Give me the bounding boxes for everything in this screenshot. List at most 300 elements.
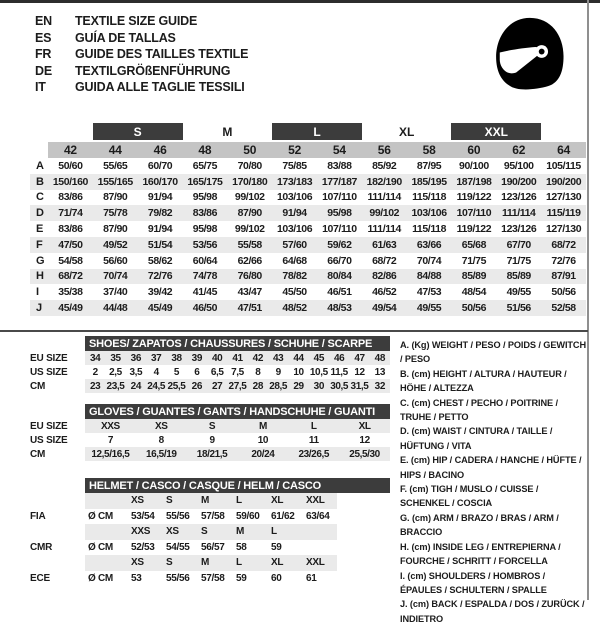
empty-cell [302,524,337,540]
measurement-value: 95/98 [192,191,218,204]
gloves-cells [85,433,390,447]
measurement-row-h [30,269,586,285]
measurement-value: 123/126 [501,191,537,204]
unit-label: Ø CM [88,541,113,553]
measurement-value: 75/78 [103,207,128,220]
measurement-value: 87/90 [103,191,128,204]
legend-item: I. (cm) SHOULDERS / HOMBROS / ÉPAULES / SCHULTERN / SPALLE [400,570,547,595]
measurement-value: 48/53 [327,302,352,315]
cell-value: 29 [293,380,304,392]
row-letter: C [36,191,44,204]
language-code: DE [35,63,52,78]
cell-value: 26 [191,380,202,392]
measurement-value: 72/76 [551,254,576,267]
gloves-row [30,433,390,447]
language-row [35,30,248,47]
measurement-value: 170/180 [232,175,268,188]
measurement-value: 95/98 [327,207,352,220]
helmet-value-cells [85,509,337,525]
measurement-value: 65/68 [461,238,487,251]
measurement-value: 87/90 [237,207,262,220]
cell-value: 30 [313,380,324,392]
size-label: XS [131,495,144,507]
size-label: XS [166,526,179,538]
row-letter: E [36,223,43,236]
measurement-value: 58/62 [147,254,173,267]
measurement-value: 71/75 [461,254,487,267]
cell-value: 38 [171,352,182,364]
measurement-value: 83/86 [58,191,83,204]
size-group-xxl: XXL [451,123,541,140]
size-label: XS [131,557,144,569]
measurement-value: 48/52 [282,302,307,315]
measurement-value: 90/100 [459,159,489,172]
cell-value: 31,5 [350,380,369,392]
measurement-value: 85/89 [506,270,531,283]
measurement-value: 91/94 [282,207,307,220]
language-row [35,79,248,96]
gloves-cells [85,419,390,433]
cell-value: 52/53 [131,541,155,553]
cell-value: 12 [354,366,365,378]
measurement-value: 71/75 [506,254,531,267]
size-label: 60 [451,142,496,158]
measurement-value: 103/106 [411,207,447,220]
measurement-value: 70/80 [237,159,262,172]
cell-value: 36 [130,352,141,364]
measurement-value: 49/55 [416,302,442,315]
measurement-value: 47/50 [58,238,83,251]
measurement-value: 52/58 [551,302,576,315]
helmet-size-row [30,555,390,571]
measurement-value: 60/70 [147,159,173,172]
measurement-value: 82/86 [372,270,397,283]
size-label: M [201,495,210,507]
language-row [35,13,248,30]
measurement-value: 74/78 [192,270,218,283]
measurement-value: 47/53 [416,286,442,299]
cell-value: 43 [273,352,284,364]
measurement-value: 76/80 [237,270,262,283]
measurement-value: 123/126 [501,223,537,236]
measurement-value: 187/198 [456,175,492,188]
measurement-value: 190/200 [545,175,582,188]
cell-value: 35 [110,352,121,364]
cell-value: 59/60 [236,510,260,522]
measurement-value: 64/68 [282,254,307,267]
measurement-value: 83/88 [327,159,352,172]
size-number-row [30,142,586,158]
measurement-value: 50/56 [461,302,487,315]
helmet-icon [487,8,569,106]
shoes-table [30,336,390,393]
measurement-value: 46/50 [192,302,218,315]
row-label: US SIZE [30,434,68,446]
cell-value: 27,5 [228,380,247,392]
cell-value: 30,5 [330,380,349,392]
helmet-size-cells [85,524,337,540]
unit-label: Ø CM [88,572,113,584]
shoes-header-row [30,336,390,351]
corner-cell [30,142,48,158]
measurement-value: 165/175 [187,175,223,188]
shoes-cells [85,365,390,379]
measurement-value: 115/118 [412,223,447,236]
cell-value: 48 [374,352,385,364]
cell-value: 28 [252,380,263,392]
language-code: IT [35,80,46,95]
measurement-value: 103/106 [276,223,313,236]
guide-title: TEXTILE SIZE GUIDE [75,14,198,28]
measurement-value: 119/122 [456,223,492,236]
legend-item: D. (cm) WAIST / CINTURA / TAILLE / HÜFTUNG / VITA [400,426,553,451]
measurement-value: 70/74 [103,270,128,283]
cell-value: 23/26,5 [298,448,330,460]
guide-title: GUIDA ALLE TAGLIE TESSILI [75,80,245,95]
size-group-m: M [222,124,233,139]
measurement-value: 51/56 [506,302,531,315]
measurement-value: 87/95 [416,159,442,172]
legend-item: G. (cm) ARM / BRAZO / BRAS / ARM / BRACCIO [400,512,559,538]
measurement-value: 190/200 [501,175,537,188]
guide-title: TEXTILGRÖßENFÜHRUNG [75,63,231,78]
measurement-value: 72/76 [147,270,173,283]
cell-value: 41 [232,352,243,364]
cell-value: 44 [293,352,304,364]
measurement-value: 51/54 [147,238,173,251]
empty-cell [302,540,337,556]
language-code: EN [35,14,52,28]
cell-value: 12,5/16,5 [91,448,130,460]
cell-value: 59 [271,541,282,553]
cell-value: M [258,420,267,432]
measurement-value: 111/114 [367,191,401,204]
row-label [30,404,85,419]
size-label: 44 [93,142,138,158]
measurement-value: 66/70 [327,254,352,267]
row-letter: B [36,175,44,188]
measurement-value: 41/45 [192,286,218,299]
cell-value: 25,5/30 [349,448,380,460]
row-letter: D [36,207,44,220]
cell-value: 54/55 [166,541,190,553]
measurement-value: 62/66 [237,254,262,267]
measurement-value: 75/85 [282,159,307,172]
legend-item: H. (cm) INSIDE LEG / ENTREPIERNA / FOURCHE / SCHRITT / FORCELLA [400,541,561,567]
measurement-value: 78/82 [282,270,307,283]
cell-value: 11 [308,434,319,446]
cell-value: 24,5 [147,380,166,392]
cell-value: 28,5 [269,380,288,392]
measurement-value: 111/114 [502,207,536,220]
row-letter: H [36,270,44,283]
measurement-value: 127/130 [545,223,582,236]
unit-cell [85,555,127,571]
size-group-s: S [93,123,183,140]
size-label: S [166,495,173,507]
measurement-value: 71/74 [58,207,83,220]
measurement-value: 107/110 [456,207,492,220]
measurement-value: 54/58 [58,254,83,267]
measurement-value: 43/47 [237,286,262,299]
language-code: FR [35,47,52,62]
measurement-value: 60/64 [192,254,218,267]
measurement-value: 107/110 [322,223,357,236]
row-label [30,524,85,540]
measurement-value: 95/98 [192,223,218,236]
standard-label: ECE [30,572,50,584]
row-letter: J [36,302,42,315]
measurement-value: 111/114 [367,223,401,236]
cell-value: 8 [255,366,261,378]
shoes-row [30,379,390,393]
cell-value: 61/62 [271,510,295,522]
measurement-value: 49/55 [506,286,531,299]
measurement-value: 79/82 [147,207,173,220]
measurement-value: 35/38 [58,286,83,299]
measurement-value: 46/52 [372,286,397,299]
cell-value: 7 [107,434,113,446]
gloves-row [30,447,390,461]
cell-value: 63/64 [306,510,330,522]
cell-value: 9 [275,366,281,378]
helmet-size-cells [85,555,337,571]
helmet-value-cells [85,540,337,556]
cell-value: 40 [212,352,223,364]
size-label: 42 [48,142,93,158]
measurement-value: 59/62 [327,238,352,251]
cell-value: 13 [374,366,385,378]
size-label: 48 [182,142,227,158]
language-code: ES [35,30,52,45]
row-label: CM [30,380,46,392]
measurement-value: 68/72 [551,238,576,251]
measurement-row-i [30,284,586,300]
cell-value: XS [154,420,168,432]
shoes-row [30,351,390,365]
size-label: XXS [131,526,151,538]
size-label: 50 [227,142,272,158]
cell-value: L [310,420,317,432]
cell-value: 2 [92,366,98,378]
cell-value: 60 [271,572,282,584]
row-label [30,478,85,493]
measurement-value: 99/102 [234,191,265,204]
cell-value: 24 [130,380,141,392]
cell-value: 37 [151,352,162,364]
cell-value: 53 [131,572,142,584]
row-label [30,336,85,351]
cell-value: 10 [293,366,304,378]
helmet-size-row [30,524,390,540]
measurement-value: 49/52 [103,238,128,251]
measurement-value: 55/65 [103,159,128,172]
measurement-value: 95/100 [503,159,534,172]
shoes-cells [85,379,390,393]
gloves-table [30,404,390,461]
measurement-value: 45/50 [282,286,307,299]
cell-value: S [208,420,216,432]
cell-value: 27 [212,380,223,392]
measurement-value: 57/60 [282,238,307,251]
measurement-value: 99/102 [234,223,265,236]
cell-value: 10 [257,434,269,446]
legend-item: A. (Kg) WEIGHT / PESO / POIDS / GEWITCH / PESO [400,340,586,365]
cell-value: 32 [374,380,385,392]
row-label: CM [30,448,46,460]
cell-value: 34 [90,352,101,364]
measurement-value: 85/92 [372,159,397,172]
cell-value: 45 [313,352,324,364]
measurement-value: 177/187 [321,175,357,188]
cell-value: 61 [306,572,317,584]
measurement-row-c [30,190,586,206]
measurement-value: 83/86 [192,207,218,220]
measurement-value: 53/56 [192,238,218,251]
cell-value: 25,5 [167,380,186,392]
measurement-row-e [30,221,586,237]
gloves-header-row [30,404,390,419]
size-label: 58 [407,142,452,158]
cell-value: 18/21,5 [196,448,228,460]
cell-value: 4 [153,366,159,378]
size-label: 52 [272,142,317,158]
helmet-size-row [30,493,390,509]
size-label: L [271,526,277,538]
measurement-rows [30,158,586,316]
measurement-row-d [30,205,586,221]
measurement-value: 150/160 [52,175,88,188]
cell-value: 10,5 [309,366,328,378]
helmet-value-row [30,509,390,525]
section-divider-line [0,330,588,332]
measurement-value: 61/63 [372,238,397,251]
measurement-value: 85/89 [461,270,487,283]
row-label [30,555,85,571]
measurement-value: 46/51 [327,286,352,299]
guide-title: GUIDE DES TAILLES TEXTILE [75,47,249,62]
measurement-value: 83/86 [58,223,83,236]
helmet-size-cells [85,493,337,509]
measurement-value: 50/56 [551,286,576,299]
measurement-row-b [30,174,586,190]
measurement-value: 49/54 [372,302,397,315]
row-label [30,493,85,509]
measurement-value: 105/115 [546,159,581,172]
right-border-line [587,0,589,600]
cell-value: 6,5 [210,366,224,378]
row-letter: I [36,286,39,299]
measurement-row-f [30,237,586,253]
cell-value: 9 [209,434,215,446]
measurement-value: 63/66 [416,238,442,251]
measurement-value: 91/94 [147,223,173,236]
measurement-value: 55/58 [237,238,262,251]
size-label: XXL [306,495,325,507]
row-letter: F [36,238,43,251]
helmet-value-row [30,571,390,587]
cell-value: 58 [236,541,247,553]
measurement-value: 91/94 [147,191,173,204]
size-label: L [236,557,242,569]
measurement-value: 185/195 [411,175,447,188]
size-label: S [166,557,173,569]
cell-value: 12 [359,434,370,446]
shoes-row [30,365,390,379]
size-label: S [201,526,208,538]
measurement-value: 87/90 [103,223,128,236]
standard-label: CMR [30,541,53,553]
measurement-value: 84/88 [416,270,442,283]
legend-item: C. (cm) CHEST / PECHO / POITRINE / TRUHE / PETTO [400,397,558,423]
cell-value: 23 [90,380,101,392]
measurement-value: 115/119 [546,207,581,220]
measurement-value: 182/190 [366,175,402,188]
measurement-value: 47/51 [237,302,262,315]
guide-title: GUÍA DE TALLAS [75,30,176,45]
measurement-value: 39/42 [147,286,173,299]
cell-value: 47 [354,352,365,364]
measurement-value: 173/183 [276,175,313,188]
cell-value: 56/57 [201,541,225,553]
unit-cell [85,524,127,540]
cell-value: XXS [101,420,120,432]
legend-item: F. (cm) TIGH / MUSLO / CUISSE / SCHENKEL / COSCIA [400,484,539,509]
size-label: 64 [541,142,586,158]
unit-label: Ø CM [88,510,113,522]
measurement-legend [400,338,586,626]
shoes-title: SHOES/ ZAPATOS / CHAUSSURES / SCHUHE / SCARPE [85,336,390,351]
measurement-row-j [30,300,586,316]
measurement-value: 127/130 [545,191,582,204]
cell-value: 11,5 [330,366,348,378]
measurement-value: 56/60 [103,254,128,267]
cell-value: 8 [158,434,164,446]
measurement-value: 103/106 [276,191,313,204]
language-title-list [35,13,248,96]
measurement-value: 50/60 [58,159,83,172]
cell-value: 57/58 [201,510,225,522]
top-border-line [0,0,600,3]
cell-value: XL [358,420,371,432]
cell-value: 2,5 [109,366,122,378]
size-label: 54 [317,142,362,158]
measurement-value: 68/72 [372,254,397,267]
measurement-value: 44/48 [103,302,128,315]
measurement-row-a [30,158,586,174]
cell-value: 6 [194,366,200,378]
row-label: EU SIZE [30,352,68,364]
cell-value: 16,5/19 [145,448,177,460]
measurement-value: 115/118 [412,191,447,204]
measurement-value: 68/72 [58,270,83,283]
measurement-value: 37/40 [103,286,128,299]
size-label: 62 [496,142,541,158]
gloves-row [30,419,390,433]
cell-value: 23,5 [106,380,125,392]
measurement-row-g [30,253,586,269]
size-label: XL [271,557,284,569]
size-label: 46 [138,142,183,158]
measurement-value: 87/91 [551,270,576,283]
measurement-value: 155/165 [97,175,133,188]
size-label: M [201,557,210,569]
cell-value: 55/56 [166,510,190,522]
measurement-value: 45/49 [58,302,83,315]
language-row [35,46,248,63]
language-row [35,63,248,80]
cell-value: 5 [173,366,180,378]
